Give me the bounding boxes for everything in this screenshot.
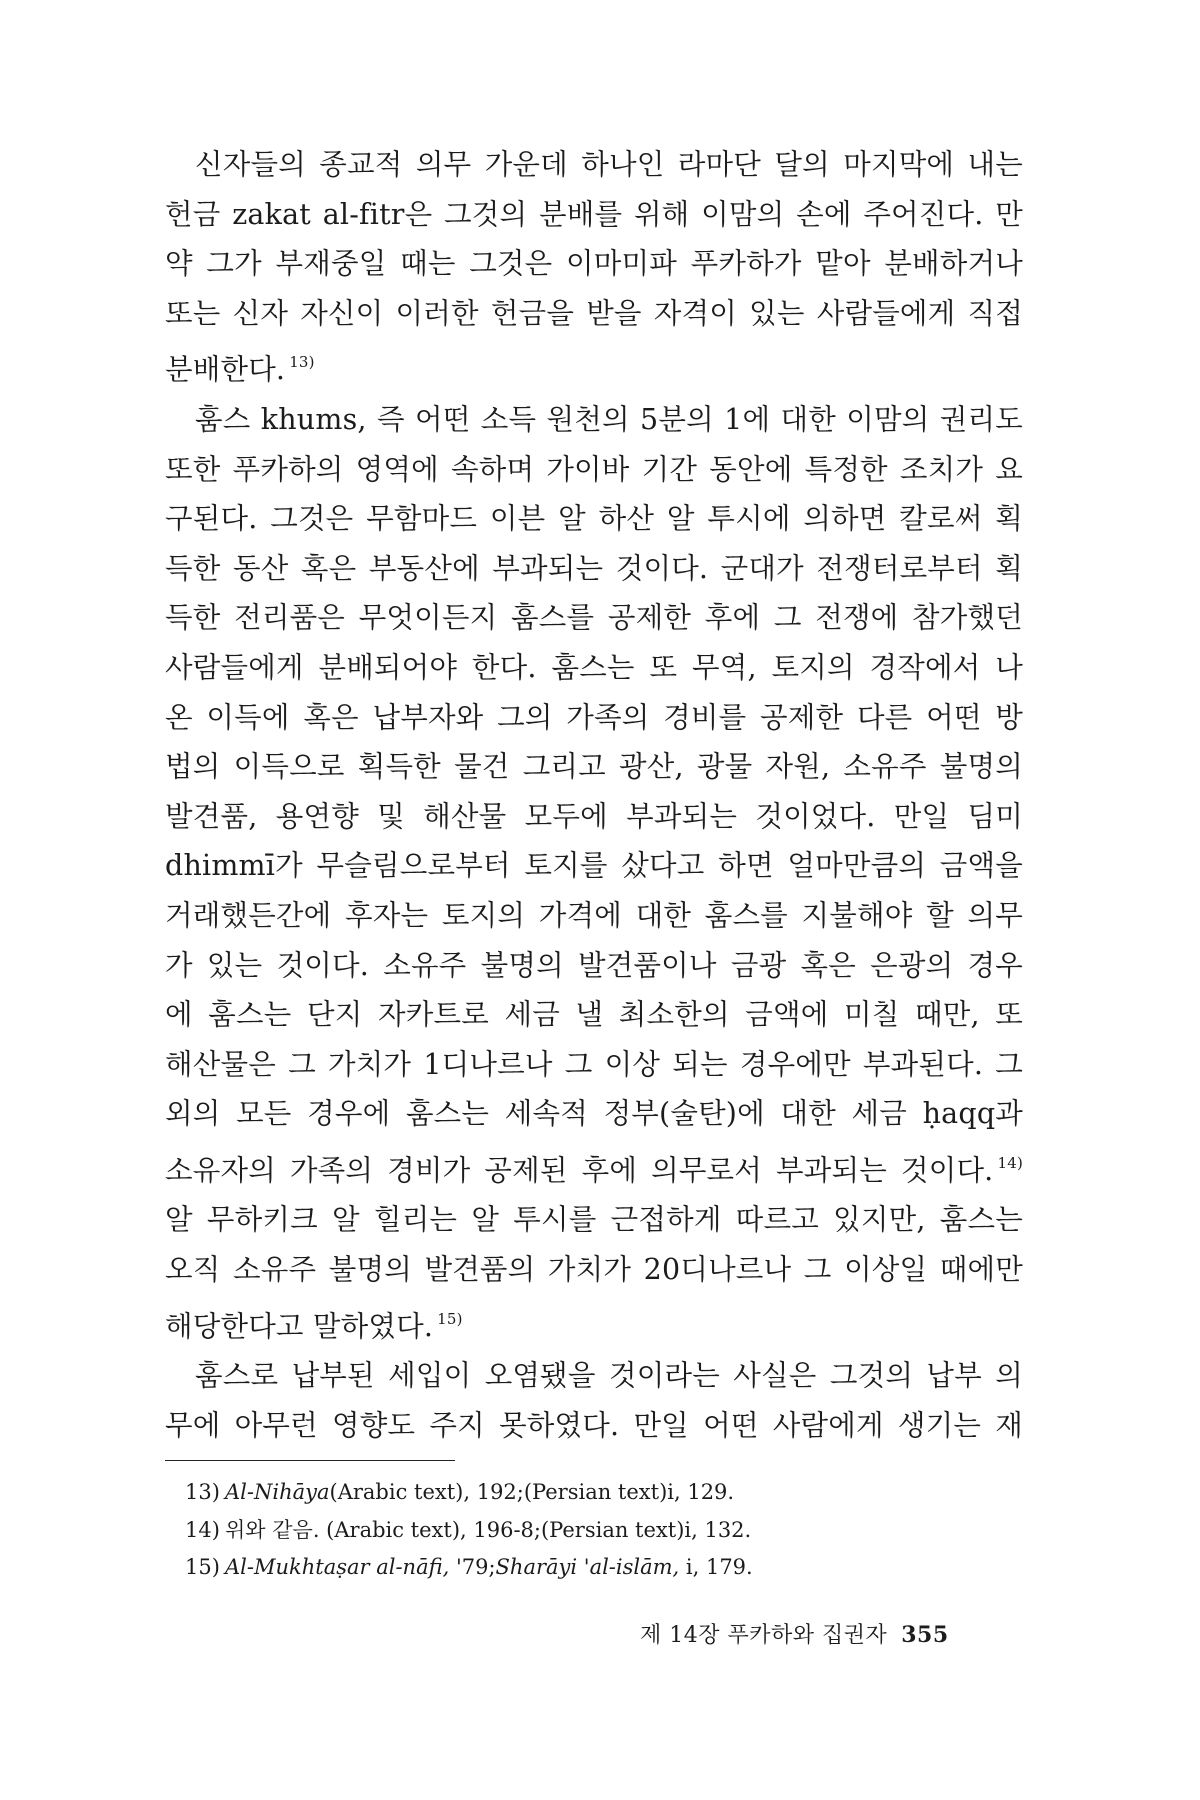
text-line-content: 소유자의 가족의 경비가 공제된 후에 의무로서 부과되는 것이다. [165,1153,994,1187]
footnote-14 [185,1512,1005,1550]
paragraph-khums [165,395,1023,1351]
text-line: 또한 푸카하의 영역에 속하며 가이바 기간 동안에 특정한 조치가 요 [165,452,1023,486]
text-line: 해산물은 그 가치가 1디나르나 그 이상 되는 경우에만 부과된다. 그 [165,1047,1023,1081]
chapter-title: 제 14장 푸카하와 집권자 [640,1623,888,1648]
footnote-text: i, 179. [679,1555,753,1579]
footnote-title: Sharāyi 'al-islām, [495,1555,680,1579]
footnote-number: 14) [185,1517,220,1542]
footnote-number: 13) [185,1480,220,1504]
footnote-ref-15: 15) [437,1309,463,1328]
text-line-content: 분배한다. [165,353,286,387]
text-line: 또는 신자 자신이 이러한 헌금을 받을 자격이 있는 사람들에게 직접 [165,296,1023,330]
footnote-text: '79; [449,1555,496,1579]
text-line: 온 이득에 혹은 납부자와 그의 가족의 경비를 공제한 다른 어떤 방 [165,700,1023,734]
text-line [165,1295,1023,1352]
text-line: dhimmī가 무슬림으로부터 토지를 샀다고 하면 얼마만큼의 금액을 [165,849,1023,883]
footnote-title: Al-Nihāya [225,1480,330,1504]
text-line: 거래했든간에 후자는 토지의 가격에 대한 훔스를 지불해야 할 의무 [165,898,1023,932]
footnote-text: 위와 같음. (Arabic text), 196-8;(Persian text)i, 132. [225,1517,752,1542]
running-footer [640,1618,1025,1649]
footnote-divider [165,1460,455,1461]
footnote-text: (Arabic text), 192;(Persian text)i, 129. [329,1480,735,1504]
page-number: 355 [901,1622,949,1648]
text-line: 사람들에게 분배되어야 한다. 훔스는 또 무역, 토지의 경작에서 나 [165,650,1023,684]
text-line: 법의 이득으로 획득한 물건 그리고 광산, 광물 자원, 소유주 불명의 [165,750,1023,784]
footnote-13 [185,1474,1005,1512]
text-line: 가 있는 것이다. 소유주 불명의 발견품이나 금광 혹은 은광의 경우 [165,948,1023,982]
text-line: 훔스 khums, 즉 어떤 소득 원천의 5분의 1에 대한 이맘의 권리도 [195,402,1023,436]
text-line: 득한 전리품은 무엇이든지 훔스를 공제한 후에 그 전쟁에 참가했던 [165,601,1023,635]
footnote-number: 15) [185,1555,220,1579]
text-line [165,338,1023,395]
text-line: 약 그가 부재중일 때는 그것은 이마미파 푸카하가 맡아 분배하거나 [165,247,1023,281]
text-line: 득한 동산 혹은 부동산에 부과되는 것이다. 군대가 전쟁터로부터 획 [165,551,1023,585]
text-line: 신자들의 종교적 의무 가운데 하나인 라마단 달의 마지막에 내는 [195,148,1023,181]
body-text [165,140,1023,1450]
text-line: 헌금 zakat al-fitr은 그것의 분배를 위해 이맘의 손에 주어진다. 만 [165,197,1023,231]
text-line: 발견품, 용연향 및 해산물 모두에 부과되는 것이었다. 만일 딤미 [165,799,1023,833]
footnote-15 [185,1549,1005,1587]
footnote-ref-13: 13) [289,353,315,372]
text-line-content: 해당한다고 말하였다. [165,1309,434,1343]
text-line: 구된다. 그것은 무함마드 이븐 알 하산 알 투시에 의하면 칼로써 획 [165,502,1023,536]
text-line [165,1139,1023,1196]
text-line: 외의 모든 경우에 훔스는 세속적 정부(술탄)에 대한 세금 ḥaqq과 [165,1097,1023,1131]
footnote-ref-14: 14) [997,1153,1023,1172]
text-line: 오직 소유주 불명의 발견품의 가치가 20디나르나 그 이상일 때에만 [165,1253,1023,1287]
text-line: 알 무하키크 알 힐리는 알 투시를 근접하게 따르고 있지만, 훔스는 [165,1203,1023,1237]
footnote-title: Al-Mukhtaṣar al-nāfi, [225,1555,450,1579]
text-line: 무에 아무런 영향도 주지 못하였다. 만일 어떤 사람에게 생기는 재 [165,1408,1023,1442]
paragraph-revenue [165,1351,1023,1450]
paragraph-zakat [165,140,1023,395]
text-line: 훔스로 납부된 세입이 오염됐을 것이라는 사실은 그것의 납부 의 [195,1359,1023,1393]
text-line: 에 훔스는 단지 자카트로 세금 낼 최소한의 금액에 미칠 때만, 또 [165,998,1023,1032]
footnotes [185,1474,1005,1587]
